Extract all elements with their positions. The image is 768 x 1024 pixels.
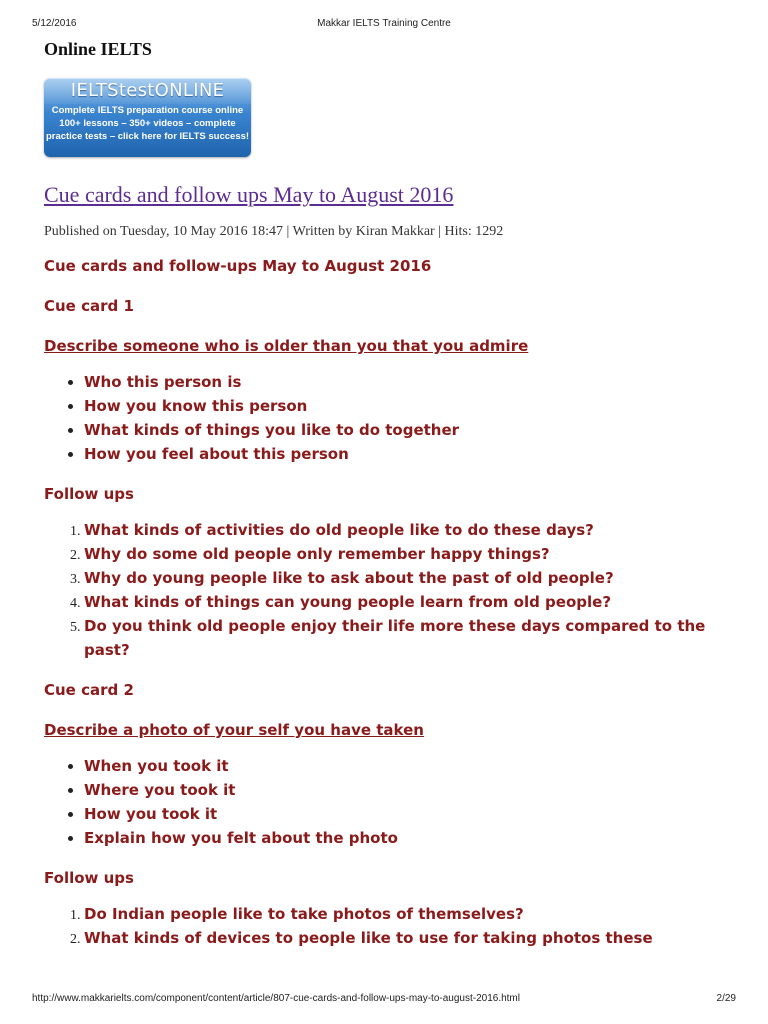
banner-title: IELTStestONLINE (44, 78, 251, 104)
banner-line: practice tests – click here for IELTS success! (45, 131, 250, 142)
list-item: • Who this person is (84, 370, 734, 394)
list-item: • How you feel about this person (84, 442, 734, 466)
banner-line: 100+ lessons – 350+ videos – complete (59, 118, 236, 129)
ielts-test-online-banner[interactable] (44, 78, 251, 157)
follow-ups-1-list (44, 518, 734, 662)
cue-card-2-topic: Describe a photo of your self you have taken (44, 721, 424, 739)
list-item: • Where you took it (84, 778, 734, 802)
list-item: 2. Why do some old people only remember happy things? (84, 542, 734, 566)
list-item: • How you know this person (84, 394, 734, 418)
cue-card-2-label: Cue card 2 (44, 681, 134, 699)
cue-card-2-bullets (44, 754, 734, 850)
cue-card-1-label: Cue card 1 (44, 297, 134, 315)
list-item: 5. Do you think old people enjoy their life more these days compared to the past? (84, 614, 734, 662)
list-item: 1. What kinds of activities do old people like to do these days? (84, 518, 734, 542)
follow-ups-2-list (44, 902, 734, 950)
list-item: 1. Do Indian people like to take photos of themselves? (84, 902, 734, 926)
cue-card-1-bullets (44, 370, 734, 466)
follow-ups-1-label: Follow ups (44, 485, 134, 503)
list-item: 2. What kinds of devices to people like to use for taking photos these (84, 926, 734, 950)
print-url: http://www.makkarielts.com/component/content/article/807-cue-cards-and-follow-ups-may-to-august-2016.html (32, 993, 520, 1004)
article-meta: Published on Tuesday, 10 May 2016 18:47 | Written by Kiran Makkar | Hits: 1292 (44, 224, 504, 239)
list-item: • What kinds of things you like to do together (84, 418, 734, 442)
list-item: • How you took it (84, 802, 734, 826)
print-date: 5/12/2016 (32, 18, 77, 29)
list-item: 3. Why do young people like to ask about the past of old people? (84, 566, 734, 590)
follow-ups-2-label: Follow ups (44, 869, 134, 887)
site-heading: Online IELTS (44, 39, 152, 59)
cue-card-1-topic: Describe someone who is older than you that you admire (44, 337, 529, 355)
print-header (32, 18, 736, 32)
intro-heading: Cue cards and follow-ups May to August 2016 (44, 257, 432, 275)
print-footer (32, 993, 736, 1007)
banner-line: Complete IELTS preparation course online (51, 105, 244, 116)
print-page-number: 2/29 (716, 993, 736, 1004)
list-item: • Explain how you felt about the photo (84, 826, 734, 850)
page-content (44, 36, 734, 950)
list-item: 4. What kinds of things can young people learn from old people? (84, 590, 734, 614)
list-item: • When you took it (84, 754, 734, 778)
print-site-title: Makkar IELTS Training Centre (317, 18, 451, 29)
article-title-link[interactable]: Cue cards and follow ups May to August 2016 (44, 182, 454, 207)
